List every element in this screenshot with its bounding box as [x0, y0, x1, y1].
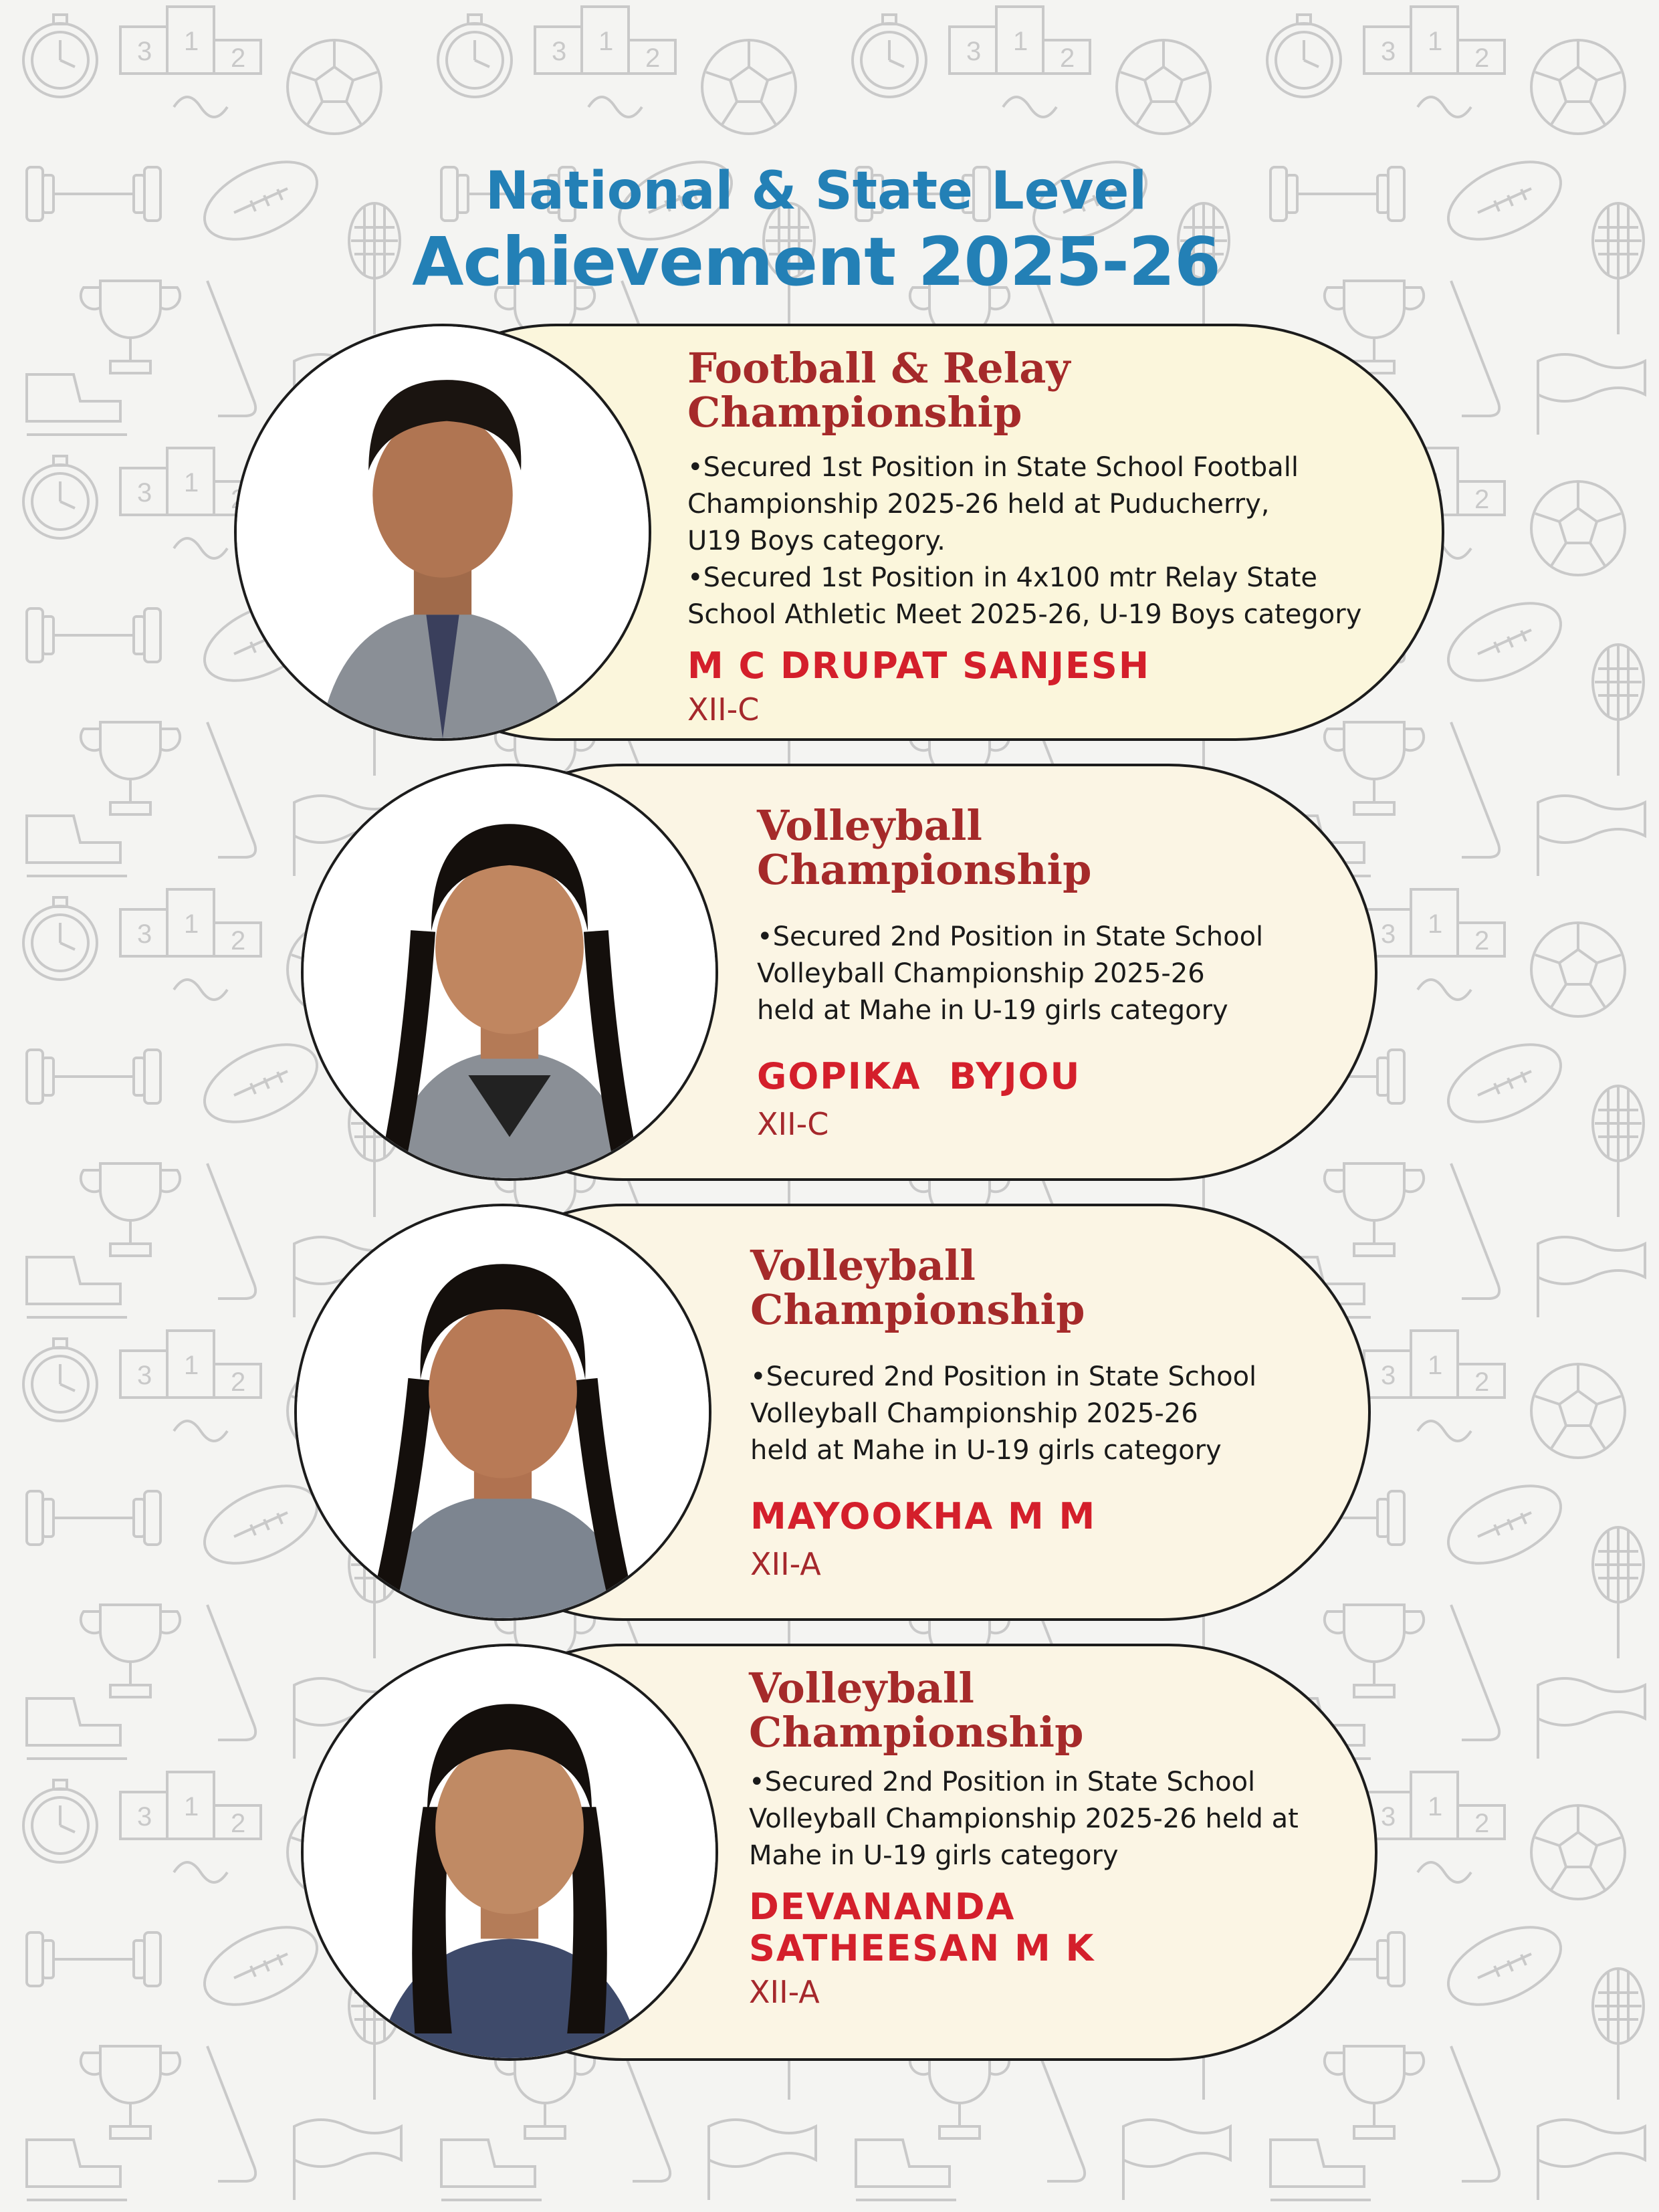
title-line-2: Achievement 2025-26 [412, 223, 1220, 301]
student-class: XII-A [750, 1546, 821, 1582]
achievement-description: •Secured 2nd Position in State School Volleyball Championship 2025-26 held at Mahe in U-19 girls category [749, 1767, 1299, 1871]
student-class: XII-A [749, 1974, 820, 2010]
student-name: M C DRUPAT SANJESH [687, 645, 1151, 687]
title-line-1: National & State Level [485, 161, 1147, 221]
card-content [757, 801, 1359, 1144]
student-name: DEVANANDA SATHEESAN M K [749, 1886, 1095, 1969]
student-name: GOPIKA BYJOU [757, 1055, 1081, 1097]
card-content [750, 1241, 1352, 1584]
student-photo [301, 764, 718, 1181]
student-portrait-icon [297, 1206, 709, 1618]
student-portrait-icon [304, 1646, 715, 2058]
achievement-description: •Secured 2nd Position in State School Volleyball Championship 2025-26 held at Mahe in U-19 girls category [757, 921, 1264, 1026]
event-title: Football & Relay Championship [687, 344, 1071, 437]
student-class: XII-C [757, 1106, 829, 1142]
student-photo [301, 1644, 718, 2061]
event-title: Volleyball Championship [757, 801, 1092, 894]
student-class: XII-C [687, 691, 760, 728]
achievement-description: •Secured 2nd Position in State School Volleyball Championship 2025-26 held at Mahe in U-19 girls category [750, 1361, 1257, 1466]
event-title: Volleyball Championship [749, 1664, 1084, 1757]
card-content [687, 346, 1423, 730]
student-portrait-icon [237, 326, 649, 738]
student-photo [234, 324, 651, 741]
event-title: Volleyball Championship [750, 1241, 1085, 1334]
page-header [0, 160, 1659, 302]
student-name: MAYOOKHA M M [750, 1495, 1097, 1537]
achievement-description: •Secured 1st Position in State School Football Championship 2025-26 held at Puducherry, U19 Boys category. •Secured 1st Position in 4x100 mtr Relay State School Athletic Meet 2025-26, U-19 Boys category [687, 452, 1362, 630]
student-photo [294, 1204, 711, 1621]
card-content [749, 1666, 1364, 2012]
student-portrait-icon [304, 766, 715, 1178]
